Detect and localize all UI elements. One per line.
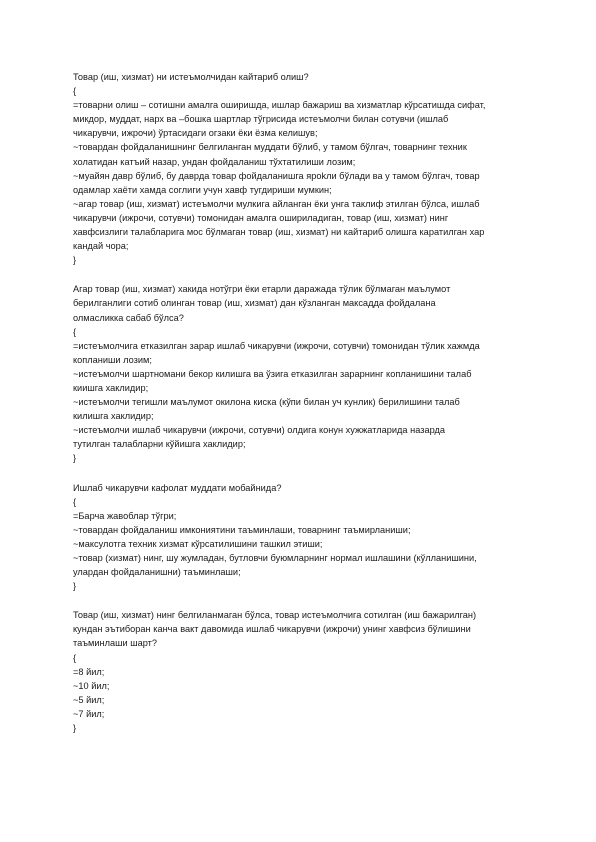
answer-option-line: улардан фойдаланишни) таъминлаши; xyxy=(73,567,241,578)
question-text-line: таъминлаши шарт? xyxy=(73,638,158,649)
question-block xyxy=(73,282,533,465)
close-brace: } xyxy=(73,453,77,464)
answer-option-line: =8 йил; xyxy=(73,666,105,677)
answer-option-line: кандай чора; xyxy=(73,241,129,252)
close-brace: } xyxy=(73,581,77,592)
answer-option-line: копланиши лозим; xyxy=(73,354,152,365)
answer-option-line: чикарувчи (ижрочи, сотувчи) томонидан амалга ошириладиган, товар (иш, хизмат) нинг xyxy=(73,212,449,223)
answer-option-line: микдор, муддат, нарх ва –бошка шартлар тўгрисида истеъмолчи билан сотувчи (ишлаб xyxy=(73,114,449,125)
answer-option-line: килишга хаклидир; xyxy=(73,411,154,422)
answer-option-line: ~товар (хизмат) нинг, шу жумладан, бутловчи буюмларнинг нормал ишлашини (кўлланишини, xyxy=(73,553,477,563)
open-brace: { xyxy=(73,496,77,507)
question-block xyxy=(73,608,533,735)
answer-option-line: ~истеъмолчи шартномани бекор килишга ва ўзига етказилган зарарнинг копланишини талаб xyxy=(73,368,472,379)
question-text-line: Товар (иш, хизмат) ни истеъмолчидан кайтариб олиш? xyxy=(73,72,309,82)
answer-option-line: хавфсизлиги талабларига мос бўлмаган товар (иш, хизмат) ни кайтариб олишга каратилган хар xyxy=(73,227,485,238)
answer-option-line: =Барча жавоблар тўгри; xyxy=(73,510,177,521)
answer-option-line: =истеъмолчига етказилган зарар ишлаб чикарувчи (ижрочи, сотувчи) томонидан тўлик хажмда xyxy=(73,340,480,351)
question-text-line: Ишлаб чикарувчи кафолат муддати мобайнида? xyxy=(73,482,282,493)
answer-option-line: ~5 йил; xyxy=(73,694,105,705)
answer-option-line: =товарни олиш – сотишни амалга оширишда, ишлар бажариш ва хизматлар кўрсатишда сифат, xyxy=(73,100,486,111)
open-brace: { xyxy=(73,326,77,337)
answer-option-line: ~10 йил; xyxy=(73,680,110,691)
answer-option-line: ~товардан фойдаланиш имкониятини таъминлаши, товарнинг таъмирланиши; xyxy=(73,524,411,535)
question-text-line: кундан эътиборан канча вакт давомида ишлаб чикарувчи (ижрочи) унинг хавфсиз бўлишини xyxy=(73,624,471,635)
answer-option-line: одамлар хаёти хамда соглиги учун хавф тугдириши мумкин; xyxy=(73,184,332,195)
answer-option-line: ~максулотга техник хизмат кўрсатилишини ташкил этиши; xyxy=(73,538,323,549)
open-brace: { xyxy=(73,86,77,97)
answer-option-line: ~муайян давр бўлиб, бу даврда товар фойдаланишга яроkли бўлади ва у тамом бўлгач, товар xyxy=(73,170,480,181)
document-page xyxy=(73,70,533,750)
close-brace: } xyxy=(73,723,77,734)
answer-option-line: холатидан катъий назар, ундан фойдаланиш тўхтатилиши лозим; xyxy=(73,156,356,167)
answer-option-line: ~агар товар (иш, хизмат) истеъмолчи мулкига айланган ёки унга таклиф этилган бўлса, ишлаб xyxy=(73,198,480,209)
question-block xyxy=(73,481,533,594)
answer-option-line: ~истеъмолчи тегишли маълумот окилона киска (кўпи билан уч кунлик) берилишини талаб xyxy=(73,397,460,408)
answer-option-line: ~истеъмолчи ишлаб чикарувчи (ижрочи, сотувчи) олдига конун хужжатларида назарда xyxy=(73,425,446,436)
question-text-line: берилганлиги сотиб олинган товар (иш, хизмат) дан кўзланган максадда фойдалана xyxy=(73,298,436,309)
answer-option-line: ~7 йил; xyxy=(73,708,105,719)
answer-option-line: ~товардан фойдаланишнинг белгиланган муддати бўлиб, у тамом бўлгач, товарнинг техник xyxy=(73,142,467,153)
question-text-line: Агар товар (иш, хизмат) хакида нотўгри ёки етарли даражада тўлик бўлмаган маълумот xyxy=(73,284,451,295)
open-brace: { xyxy=(73,652,77,663)
answer-option-line: чикарувчи, ижрочи) ўртасидаги огзаки ёки ёзма келишув; xyxy=(73,128,318,139)
question-text-line: олмасликка сабаб бўлса? xyxy=(73,312,184,323)
question-text-line: Товар (иш, хизмат) нинг белгиланмаган бўлса, товар истеъмолчига сотилган (иш бажарилган) xyxy=(73,610,477,621)
close-brace: } xyxy=(73,255,77,266)
answer-option-line: тутилган талабларни кўйишга хаклидир; xyxy=(73,439,246,450)
answer-option-line: киишга хаклидир; xyxy=(73,382,149,393)
question-block xyxy=(73,70,533,267)
